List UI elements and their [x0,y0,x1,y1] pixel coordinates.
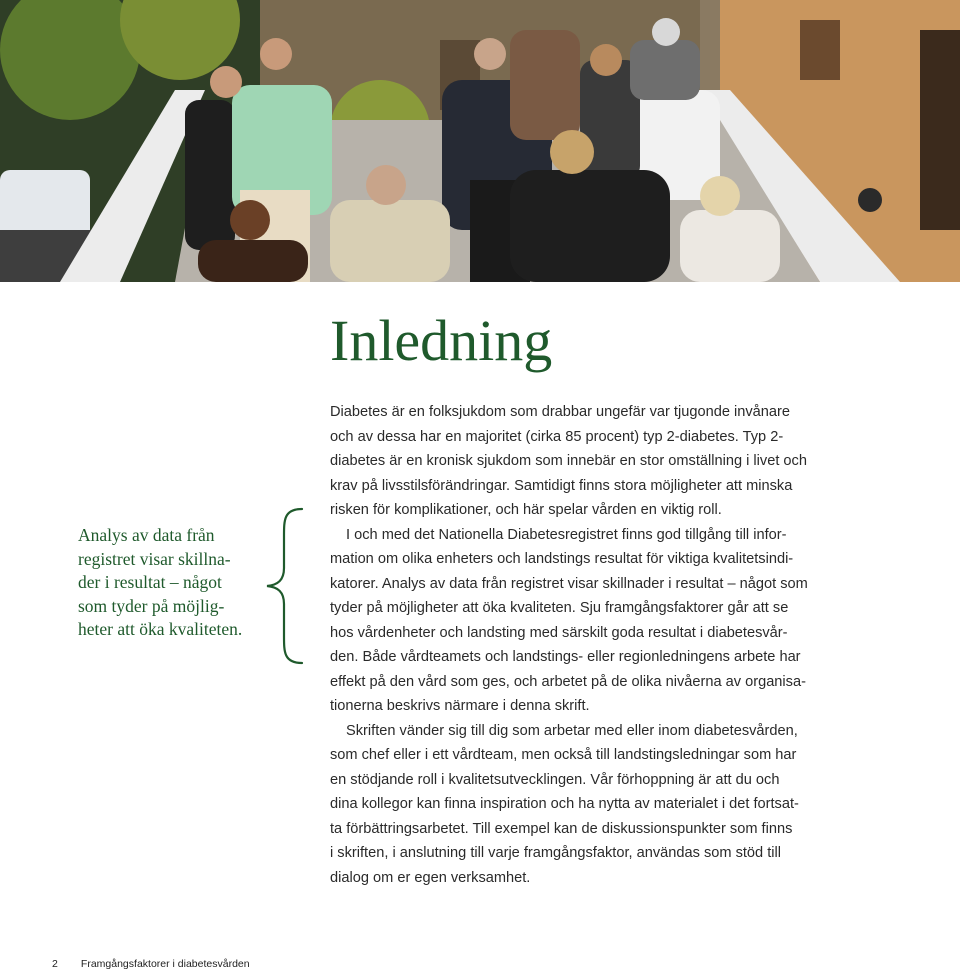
text-line: mation om olika enheters och landstings resultat för viktiga kvalitetsindi- [330,551,794,567]
text-line: tionerna beskrivs närmare i denna skrift. [330,698,590,714]
pull-quote-line: registret visar skillna- [78,548,231,569]
text-line: diabetes är en kronisk sjukdom som innebär en stor omställning i livet och [330,453,807,469]
page-footer [52,958,250,970]
text-line: som chef eller i ett vårdteam, men också till landstingsledningar som har [330,747,797,763]
header-photo [0,0,960,282]
text-line: Skriften vänder sig till dig som arbetar med eller inom diabetesvården, [346,722,798,739]
text-line: i skriften, i anslutning till varje framgångsfaktor, användas som stöd till [330,845,781,861]
page-number: 2 [52,958,58,970]
text-line: hos vårdenheter och landsting med särskilt goda resultat i diabetesvår- [330,624,788,641]
text-line: tyder på möjligheter att öka kvaliteten. Sju framgångsfaktorer går att se [330,600,789,616]
text-line: en stödjande roll i kvalitetsutvecklingen. Vår förhoppning är att du och [330,771,780,788]
paragraph [330,523,860,719]
text-line: effekt på den vård som ges, och arbetet på de olika nivåerna av organisa- [330,673,806,690]
text-line: den. Både vårdteamets och landstings- eller regionledningens arbete har [330,649,801,665]
body-text [330,400,860,890]
text-line: krav på livsstilsförändringar. Samtidigt finns stora möjligheter att minska [330,477,793,494]
text-line: dialog om er egen verksamhet. [330,869,531,886]
publication-title: Framgångsfaktorer i diabetesvården [80,958,250,970]
text-line: dina kollegor kan finna inspiration och ha nytta av materialet i det fortsat- [330,796,799,812]
paragraph [330,400,860,523]
pull-quote-line: heter att öka kvaliteten. [78,619,243,639]
text-line: och av dessa har en majoritet (cirka 85 procent) typ 2-diabetes. Typ 2- [330,428,784,445]
text-line: I och med det Nationella Diabetesregistret finns god tillgång till infor- [346,526,787,543]
text-line: risken för komplikationer, och här spelar vården en viktig roll. [330,502,722,518]
page-title: Inledning [330,308,553,373]
text-line: ta förbättringsarbetet. Till exempel kan de diskussionspunkter som finns [330,820,793,837]
pull-quote-line: der i resultat – något [78,572,222,592]
pull-quote [78,524,263,642]
text-line: Diabetes är en folksjukdom som drabbar ungefär var tjugonde invånare [330,404,790,420]
text-line: katorer. Analys av data från registret visar skillnader i resultat – något som [330,575,808,592]
pull-quote-line: Analys av data från [78,525,215,545]
header-photo-illustration [0,0,960,282]
curly-brace-icon [262,506,312,666]
pull-quote-line: som tyder på möjlig- [78,595,225,616]
paragraph [330,719,860,891]
